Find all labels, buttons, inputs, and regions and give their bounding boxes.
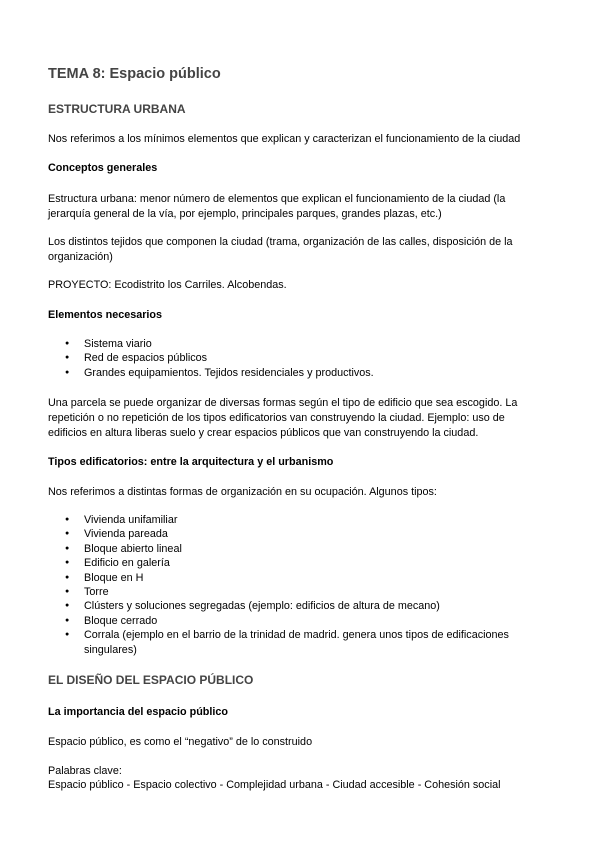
list-item: ● Bloque cerrado: [48, 614, 524, 628]
list-item: ● Vivienda pareada: [48, 527, 524, 541]
paragraph-palabras-clave: Espacio público - Espacio colectivo - Complejidad urbana - Ciudad accesible - Cohesión social: [48, 779, 501, 791]
list-elementos: [48, 337, 374, 380]
paragraph-tipos-intro: Nos referimos a distintas formas de organización en su ocupación. Algunos tipos:: [48, 486, 437, 498]
section-heading-diseno: EL DISEÑO DEL ESPACIO PÚBLICO: [48, 673, 254, 687]
paragraph-negativo: Espacio público, es como el “negativo” de lo construido: [48, 736, 313, 748]
list-item: ● Red de espacios públicos: [48, 351, 374, 365]
section-heading-estructura: ESTRUCTURA URBANA: [48, 102, 186, 116]
list-tipos: [48, 513, 524, 657]
list-item: ● Corrala (ejemplo en el barrio de la trinidad de madrid. genera unos tipos de edificaciones singulares): [48, 628, 524, 657]
page-title: TEMA 8: Espacio público: [48, 66, 221, 82]
paragraph-tejidos-line2: organización): [48, 251, 113, 263]
list-item: ● Bloque abierto lineal: [48, 542, 524, 556]
paragraph-estructura-line2: jerarquía general de la vía, por ejemplo, principales parques, grandes plazas, etc.): [48, 208, 442, 220]
heading-tipos-edificatorios: Tipos edificatorios: entre la arquitectura y el urbanismo: [48, 456, 334, 468]
heading-elementos-necesarios: Elementos necesarios: [48, 309, 163, 321]
list-item: ● Bloque en H: [48, 571, 524, 585]
list-item: ● Clústers y soluciones segregadas (ejemplo: edificios de altura de mecano): [48, 599, 524, 613]
list-item: ● Edificio en galería: [48, 556, 524, 570]
paragraph-parcela-line3: edificios en altura liberas suelo y crear espacios públicos que van construyendo la ciudad.: [48, 427, 479, 439]
list-item: ● Sistema viario: [48, 337, 374, 351]
paragraph-parcela-line2: repetición o no repetición de los tipos edificatorios van construyendo la ciudad. Ejemplo: uso de: [48, 412, 505, 424]
paragraph-intro: Nos referimos a los mínimos elementos que explican y caracterizan el funcionamiento de la ciudad: [48, 133, 521, 145]
heading-conceptos-generales: Conceptos generales: [48, 162, 158, 174]
list-item: ● Torre: [48, 585, 524, 599]
paragraph-tejidos-line1: Los distintos tejidos que componen la ciudad (trama, organización de las calles, disposición de la: [48, 236, 513, 248]
list-item: ● Vivienda unifamiliar: [48, 513, 524, 527]
paragraph-palabras-label: Palabras clave:: [48, 765, 122, 777]
heading-importancia: La importancia del espacio público: [48, 706, 228, 718]
paragraph-estructura-line1: Estructura urbana: menor número de elementos que explican el funcionamiento de la ciudad (la: [48, 193, 506, 205]
paragraph-parcela-line1: Una parcela se puede organizar de diversas formas según el tipo de edificio que sea escogido. La: [48, 397, 518, 409]
list-item: ● Grandes equipamientos. Tejidos residenciales y productivos.: [48, 366, 374, 380]
paragraph-proyecto: PROYECTO: Ecodistrito los Carriles. Alcobendas.: [48, 279, 287, 291]
